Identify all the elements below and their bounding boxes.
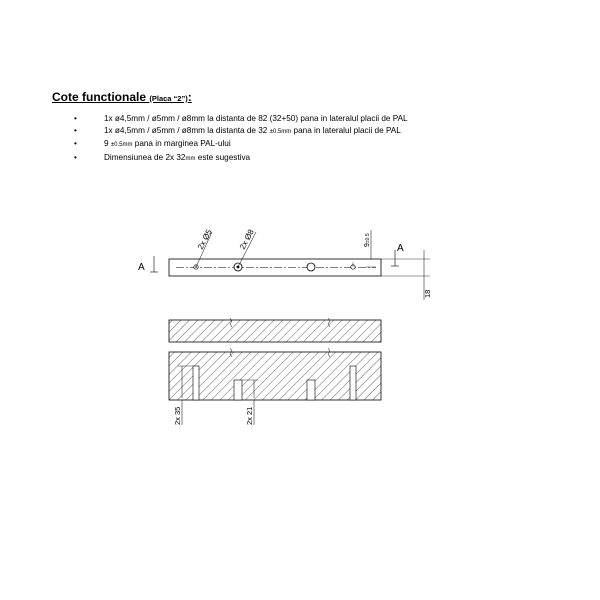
dim-35-text: 2x 35 [173,406,182,425]
drill-hole-4 [350,366,356,400]
dim-9-value: 9 [364,243,371,247]
list-item-text: 1x ø4,5mm / ø5mm / ø8mm la distanta de 32 [104,126,270,136]
list-item-text: Dimensiunea de 2x 32 [104,152,186,162]
dim-9-tolerance: ±0.5 [365,233,371,244]
drill-hole-3 [307,380,315,400]
title-subtitle: (Placa “2”) [149,94,188,103]
bullet-marker: • [74,114,77,123]
title-text: Cote functionale [52,90,147,104]
hole-8mm-right [307,263,315,271]
label-2x-d8: 2x Ø8 [237,227,256,251]
bullet-marker: • [74,126,77,136]
list-item-text: pana in marginea PAL-ului [132,139,231,149]
dim-21-text: 2x 21 [245,406,254,425]
plate-top-view [138,227,432,300]
section-label-right: A [397,243,404,254]
list-item-text: pana in lateralul placii de PAL [291,126,401,136]
bullet-marker: • [74,139,77,149]
drill-hole-1 [193,366,199,400]
list-item-unit: ±0.5mm [110,142,133,149]
dim-9-text [364,233,371,247]
plate-front-band [169,318,381,342]
bullet-marker: • [74,152,77,162]
list-item-text: 1x ø4,5mm / ø5mm / ø8mm la distanta de 82 (32+50) pana in lateralul placii de PAL [104,114,408,123]
section-label-left: A [138,262,145,273]
plate-section-view [169,348,381,425]
drill-hole-2 [234,380,242,400]
list-item-unit: ±0.5mm [269,129,292,136]
list-item-text: 9 [104,139,111,149]
title-colon: : [187,90,192,104]
list-item-unit: mm [185,155,196,162]
label-2x-d5: 2x Ø5 [195,227,214,251]
dim-18-text: 18 [423,289,432,298]
list-item-text: este sugestiva [195,152,251,162]
